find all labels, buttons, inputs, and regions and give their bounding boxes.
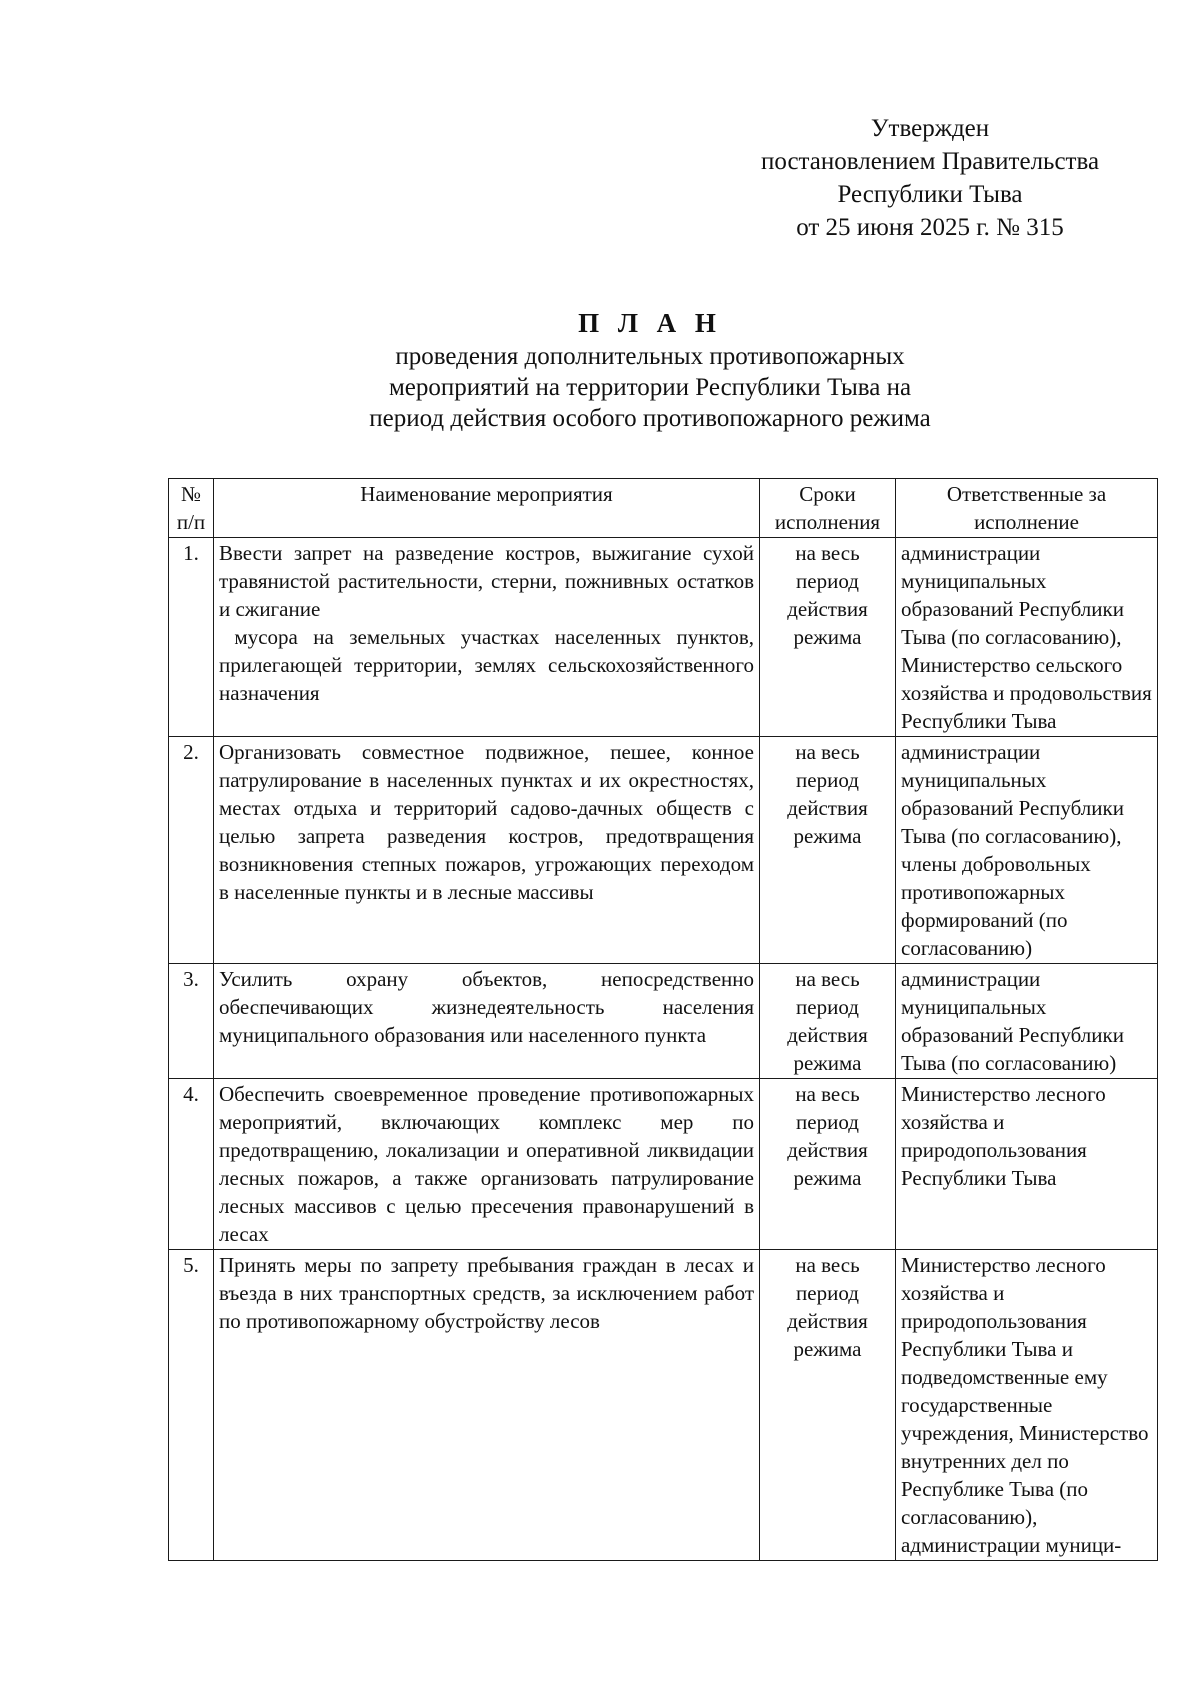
table-row [169,538,1158,737]
row-responsible: администрации муниципальных образований Республики Тыва (по согласованию) [896,964,1158,1079]
activity-text: Принять меры по запрету пребывания граждан в лесах и въезда в них транспортных средств, за исключением работ по противопожарному обустройству лесов [219,1253,754,1333]
header-resp-line: Ответственные за [946,482,1107,506]
plan-heading: П Л А Н [578,308,722,338]
table-row [169,1250,1158,1561]
approval-line: Утвержден [870,115,990,142]
header-num-line: № [180,482,202,506]
header-num [169,479,214,538]
activity-text: Усилить охрану объектов, непосредственно обеспечивающих жизнедеятельность населения муниципального образования или населенного пункта [219,967,754,1047]
header-term [760,479,896,538]
header-name-line: Наименование мероприятия [360,482,613,506]
row-term: на весь период действия режима [760,964,896,1079]
plan-subtitle-line: проведения дополнительных противопожарных [395,343,905,370]
table-row [169,737,1158,964]
header-name [214,479,760,538]
header-term-line: Сроки [799,482,856,506]
document-title [150,305,1150,434]
plan-subtitle-line: период действия особого противопожарного режима [369,405,931,432]
approval-line: постановлением Правительства [760,148,1100,175]
row-responsible: администрации муниципальных образований Республики Тыва (по согласованию), Министерство сельского хозяйства и продовольствия Республики Тыва [896,538,1158,737]
row-term: на весь период действия режима [760,1079,896,1250]
row-activity [214,1079,760,1250]
row-number: 3. [169,964,214,1079]
table-row [169,964,1158,1079]
row-number: 1. [169,538,214,737]
header-term-line: исполнения [774,510,881,534]
row-number: 2. [169,737,214,964]
row-activity [214,538,760,737]
row-responsible: Министерство лесного хозяйства и природопользования Республики Тыва [896,1079,1158,1250]
activity-text: Организовать совместное подвижное, пешее, конное патрулирование в населенных пунктах и их окрестностях, местах отдыха и территорий садово-дачных обществ с целью запрета разведения костров, предотвращения возникновения степных пожаров, угрожающих переходом в населенные пункты и в лесные массивы [219,740,754,904]
row-activity [214,737,760,964]
approval-line: от 25 июня 2025 г. № 315 [796,214,1064,241]
header-num-line: п/п [176,510,206,534]
header-responsible [896,479,1158,538]
activity-text: Обеспечить своевременное проведение противопожарных мероприятий, включающих комплекс мер по предотвращению, локализации и оперативной ликвидации лесных пожаров, а также организовать патрулирование лесных массивов с целью пресечения правонарушений в лесах [219,1082,754,1246]
plan-subtitle-line: мероприятий на территории Республики Тыва на [388,374,912,401]
row-term: на весь период действия режима [760,737,896,964]
row-activity [214,1250,760,1561]
row-responsible: Министерство лесного хозяйства и природопользования Республики Тыва и подведомственные ему государственные учреждения, Министерство внутренних дел по Республике Тыва (по согласованию), администрации муници- [896,1250,1158,1561]
plan-table [168,478,1158,1561]
approval-stamp [700,112,1160,244]
activity-text: мусора на земельных участках населенных пунктов, прилегающей территории, землях сельскохозяйственного назначения [219,625,760,705]
row-term: на весь период действия режима [760,1250,896,1561]
table-header-row [169,479,1158,538]
row-term: на весь период действия режима [760,538,896,737]
row-number: 5. [169,1250,214,1561]
row-responsible: администрации муниципальных образований Республики Тыва (по согласованию), члены добровольных противопожарных формирований (по согласованию) [896,737,1158,964]
row-activity [214,964,760,1079]
row-number: 4. [169,1079,214,1250]
activity-text: Ввести запрет на разведение костров, выжигание сухой травянистой растительности, стерни, пожнивных остатков и сжигание [219,541,754,621]
table-row [169,1079,1158,1250]
header-resp-line: исполнение [974,510,1079,534]
approval-line: Республики Тыва [837,181,1023,208]
